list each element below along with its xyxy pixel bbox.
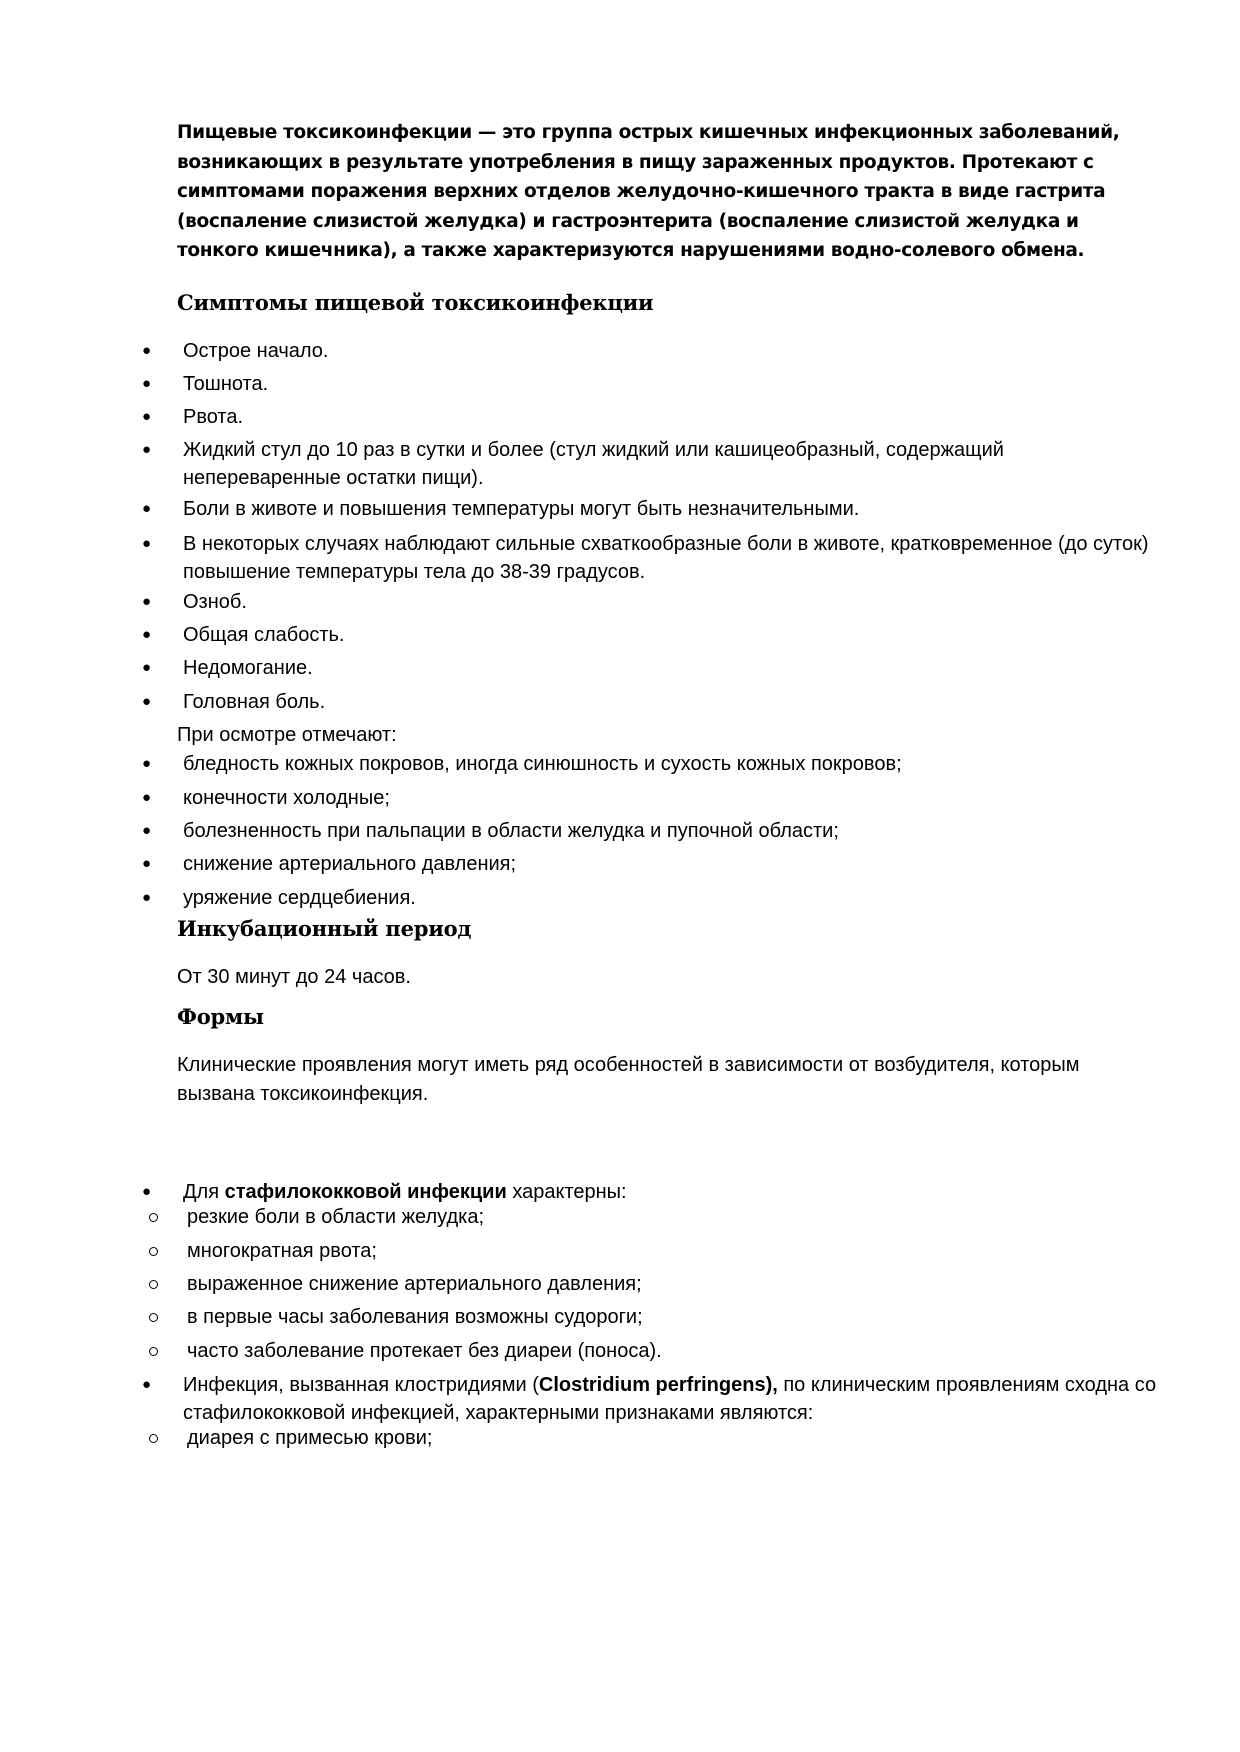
circle-bullet-icon: [149, 1347, 158, 1356]
circle-bullet-icon: [149, 1247, 158, 1256]
incubation-text: От 30 минут до 24 часов.: [177, 966, 411, 988]
bullet-icon: ●: [142, 375, 152, 392]
circle-bullet-icon: [149, 1213, 158, 1222]
bullet-icon: ●: [142, 626, 152, 643]
bullet-icon: ●: [142, 500, 152, 517]
circle-bullet-icon: [149, 1313, 158, 1322]
circle-bullet-icon: [149, 1280, 158, 1289]
bullet-icon: ●: [142, 1376, 152, 1393]
bullet-icon: ●: [142, 441, 152, 458]
incubation-heading: Инкубационный период: [177, 916, 472, 941]
bullet-icon: ●: [142, 693, 152, 710]
bullet-icon: ●: [142, 535, 152, 552]
intro-paragraph: Пищевые токсикоинфекции — это группа острых кишечных инфекционных заболеваний, возникающих в результате употребления в пищу зараженных продуктов. Протекают с симптомами поражения верхних отделов желудочно-кишечного тракта в виде гастрита (воспаление слизистой желудка) и гастроэнтерита (воспаление слизистой желудка и тонкого кишечника), а также характеризуются нарушениями водно-солевого обмена.: [177, 122, 1120, 261]
forms-heading: Формы: [177, 1004, 264, 1029]
bullet-icon: ●: [142, 1183, 152, 1200]
bullet-icon: ●: [142, 342, 152, 359]
bullet-icon: ●: [142, 408, 152, 425]
circle-bullet-icon: [149, 1434, 158, 1443]
symptoms-heading: Симптомы пищевой токсикоинфекции: [177, 290, 654, 315]
bullet-icon: ●: [142, 889, 152, 906]
bullet-icon: ●: [142, 755, 152, 772]
bullet-icon: ●: [142, 789, 152, 806]
forms-text: Клинические проявления могут иметь ряд особенностей в зависимости от возбудителя, которым вызвана токсикоинфекция.: [177, 1054, 1080, 1105]
bullet-icon: ●: [142, 593, 152, 610]
document-page: Пищевые токсикоинфекции — это группа острых кишечных инфекционных заболеваний, возникающих в результате употребления в пищу зараженных продуктов. Протекают с симптомами поражения верхних отделов желудочно-кишечного тракта в виде гастрита (воспаление слизистой желудка) и гастроэнтерита (воспаление слизистой желудка и тонкого кишечника), а также характеризуются нарушениями водно-солевого обмена. Симптомы пищевой токсикоинфекции ● Острое начало. ● Тошнота. ● Рвота. ● Жидкий стул до 10 раз в сутки и более (стул жидкий или кашицеобразный, содержащий непереваренные остатки пищи). ● Боли в животе и повышения температуры могут быть незначительными. ● В некоторых случаях наблюдают сильные схваткообразные боли в животе, кратковременное (до суток) повышение температуры тела до 38-39 градусов. ● Озноб. ● Общая слабость. ● Недомогание. ● Головная боль. При осмотре отмечают: ● бледность кожных покровов, иногда синюшность и сухость кожных покровов; ● конечности холодные; ● болезненность при пальпации в области желудка и пупочной области; ● снижение артериального давления; ● уряжение сердцебиения. Инкубационный период От 30 минут до 24 часов. Формы Клинические проявления могут иметь ряд особенностей в зависимости от возбудителя, которым вызвана токсикоинфекция. ● Для стафилококковой инфекции характерны: резкие боли в области желудка; многократная рвота; выраженное снижение артериального давления; в первые часы заболевания возможны судороги; часто заболевание протекает без диареи (поноса). ● Инфекция, вызванная клостридиями (Clostridium perfringens), по клиническим проявлениям сходна со стафилококковой инфекцией, характерными признаками являются: диарея с примесью крови;: [0, 0, 1240, 1752]
bullet-icon: ●: [142, 659, 152, 676]
bullet-icon: ●: [142, 855, 152, 872]
bullet-icon: ●: [142, 822, 152, 839]
exam-label: При осмотре отмечают:: [177, 724, 397, 746]
